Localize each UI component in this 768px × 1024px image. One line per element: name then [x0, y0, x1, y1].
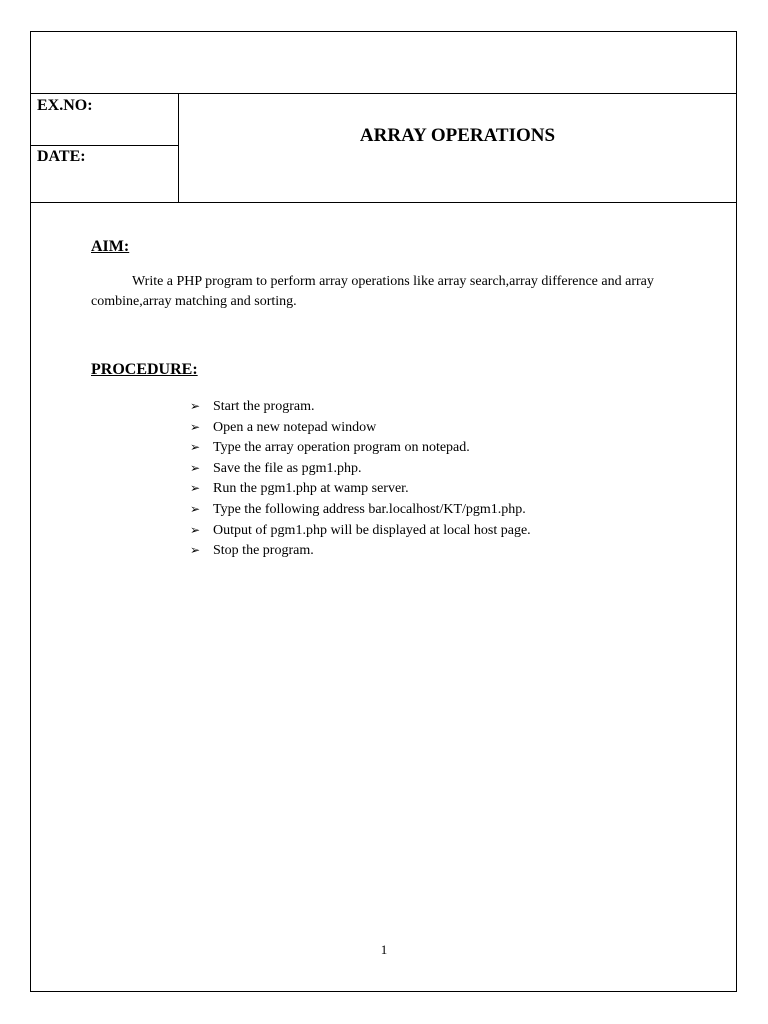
- procedure-step: [190, 458, 531, 479]
- arrowhead-bullet-icon: ➢: [190, 501, 201, 516]
- header-top-rule: [30, 93, 737, 94]
- exno-label: EX.NO:: [37, 97, 93, 114]
- arrowhead-bullet-icon: ➢: [190, 481, 201, 496]
- arrowhead-bullet-icon: ➢: [190, 399, 201, 413]
- procedure-step-text: Run the pgm1.php at wamp server.: [213, 481, 409, 497]
- procedure-step: [190, 437, 531, 458]
- header-divider: [178, 93, 179, 202]
- arrowhead-bullet-icon: ➢: [190, 440, 201, 455]
- procedure-step: [190, 520, 531, 541]
- arrowhead-bullet-icon: ➢: [190, 543, 201, 558]
- procedure-list: [190, 396, 531, 561]
- arrowhead-bullet-icon: ➢: [190, 419, 201, 434]
- page-title: ARRAY OPERATIONS: [359, 125, 556, 146]
- procedure-step-text: Open a new notepad window: [213, 419, 377, 435]
- procedure-step: [190, 540, 531, 561]
- procedure-heading: PROCEDURE:: [91, 361, 198, 378]
- header-bottom-rule: [30, 202, 737, 203]
- arrowhead-bullet-icon: ➢: [190, 460, 201, 475]
- procedure-step: [190, 417, 531, 438]
- procedure-step: [190, 396, 531, 417]
- exno-date-divider: [30, 145, 178, 146]
- procedure-step-text: Save the file as pgm1.php.: [213, 460, 362, 476]
- aim-text: Write a PHP program to perform array operations like array search,array difference and array combine,array matching and sorting.: [91, 274, 654, 309]
- procedure-step: [190, 499, 531, 520]
- procedure-step-text: Start the program.: [213, 399, 315, 414]
- procedure-step-text: Type the array operation program on notepad.: [213, 440, 470, 456]
- procedure-step-text: Type the following address bar.localhost/KT/pgm1.php.: [213, 501, 526, 517]
- arrowhead-bullet-icon: ➢: [190, 522, 201, 537]
- page-number: 1: [380, 942, 388, 957]
- procedure-step: [190, 478, 531, 499]
- date-label: DATE:: [37, 148, 86, 165]
- procedure-step-text: Output of pgm1.php will be displayed at local host page.: [213, 522, 531, 538]
- procedure-step-text: Stop the program.: [213, 543, 314, 559]
- aim-heading: AIM:: [91, 238, 130, 255]
